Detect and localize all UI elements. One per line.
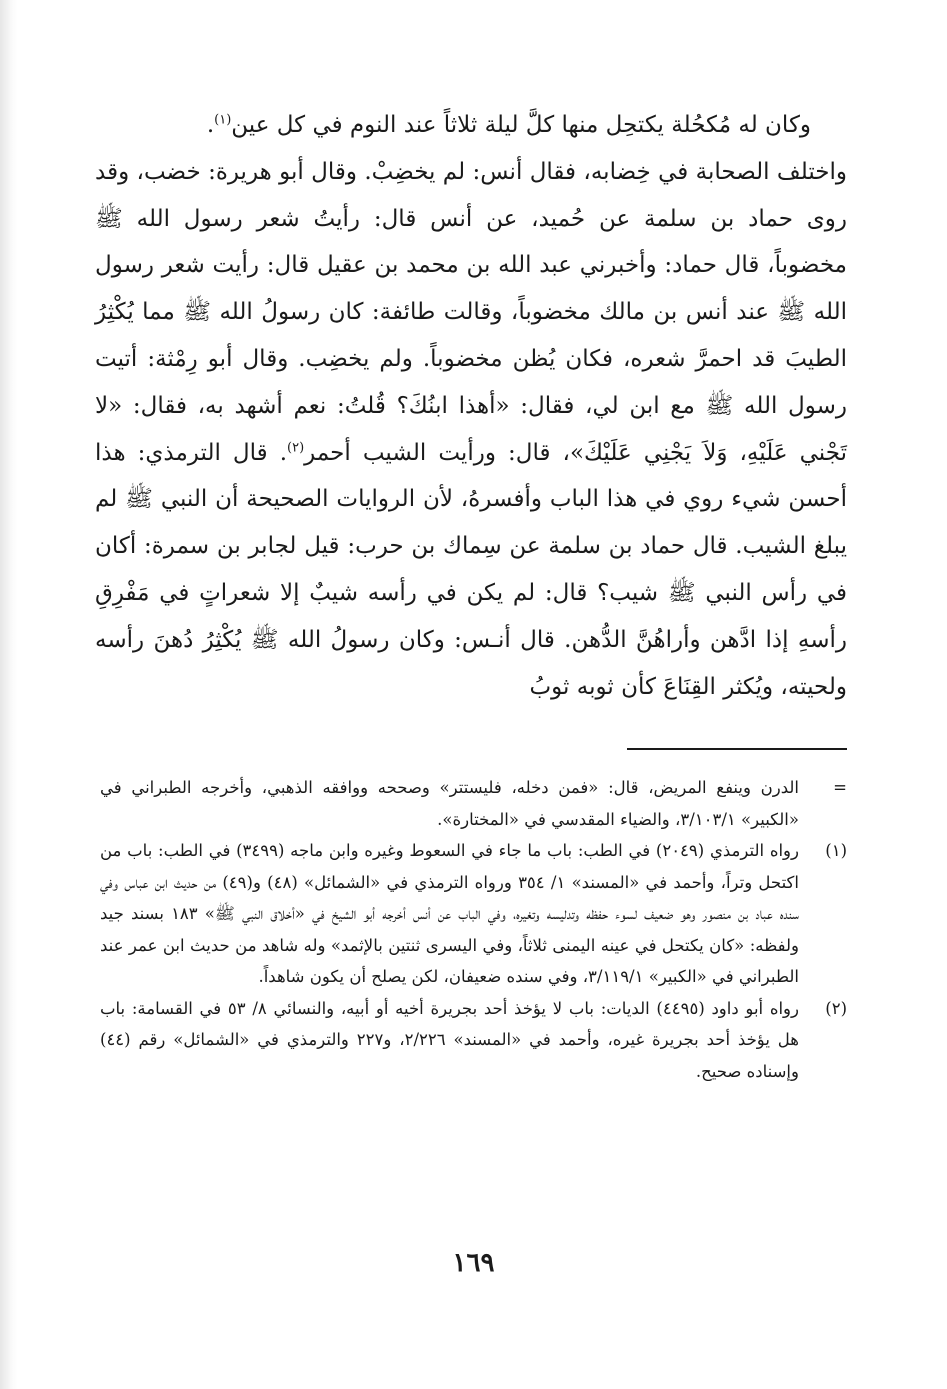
footnote-marker: (١) — [825, 841, 847, 860]
footnotes-block — [100, 772, 847, 1087]
footnote-text: رواه الترمذي (٢٠٤٩) في الطب: باب ما جاء في السعوط وغيره وابن ماجه (٣٤٩٩) في الطب: باب من اكتحل وتراً، وأحمد في «المسند» ١/ ٣٥٤ ورواه الترمذي في «الشمائل» (٤٨) و(٤٩) من حديث ابن عباس وفي سنده عباد بن منصور وهو ضعيف لسوء حفظه وتدليسه وتغيره، وفي الباب عن أنس أخرجه أبو الشيخ في «أخلاق النبي ﷺ» ١٨٣ بسند جيد ولفظه: «كان يكتحل في عينه اليمنى ثلاثاً، وفي اليسرى ثنتين بالإثمد» وله شاهد من حديث ابن عمر عند الطبراني في «الكبير» ٣/١١٩/١، وفي سنده ضعيفان، لكن يصلح أن يكون شاهداً. — [100, 841, 800, 986]
footnote-1 — [100, 835, 847, 993]
paragraph-1-end: . — [206, 112, 215, 138]
main-text-block — [95, 102, 847, 710]
footnote-ref-2: (٢) — [287, 439, 305, 455]
footnote-marker: (٢) — [825, 998, 847, 1018]
paragraph-1 — [95, 102, 847, 149]
paragraph-2 — [95, 149, 847, 711]
footnote-ref-1: (١) — [214, 112, 232, 128]
footnote-marker: = — [833, 778, 847, 797]
footnote-continuation — [100, 772, 847, 835]
footnote-2 — [100, 993, 847, 1088]
page-number: ١٦٩ — [452, 1248, 495, 1278]
footnote-text: الدرن وينفع المريض، قال: «فمن دخله، فليستتر» وصححه ووافقه الذهبي، وأخرجه الطبراني في «الكبير» ٣/١٠٣/١، والضياء المقدسي في «المختارة». — [100, 778, 799, 829]
paragraph-1-text: وكان له مُكحُلة يكتحِل منها كلَّ ليلة ثلاثاً عند النوم في كل عين — [231, 112, 811, 138]
footnote-text: رواه أبو داود (٤٤٩٥) الديات: باب لا يؤخذ أحد بجريرة أخيه أو أبيه، والنسائي ٨/ ٥٣ في القسامة: باب هل يؤخذ أحد بجريرة غيره، وأحمد في «المسند» ٢/٢٢٦، و٢٢٧ والترمذي في «الشمائل» رقم (٤٤) وإسناده صحيح. — [100, 998, 799, 1081]
footnote-separator — [627, 748, 847, 750]
page-edge-shadow — [0, 0, 18, 1389]
paragraph-2-text-a: واختلف الصحابة في خِضابه، فقال أنس: لم يخضِبْ. وقال أبو هريرة: خضب، وقد روى حماد بن سلمة عن حُميد، عن أنس قال: رأيتُ شعر رسول الله ﷺ مخضوباً، قال حماد: وأخبرني عبد الله بن محمد بن عقيل قال: رأيت شعر رسول الله ﷺ عند أنس بن مالك مخضوباً، وقالت طائفة: كان رسولُ الله ﷺ مما يُكْثِرُ الطيبَ قد احمرَّ شعره، فكان يُظن مخضوباً. ولم يخضِب. وقال أبو رِمْثة: أتيت رسول الله ﷺ مع ابن لي، فقال: «أهذا ابنُكَ؟ قُلتُ: نعم أشهد به، فقال: «لا تَجْني عَلَيْهِ، وَلاَ يَجْنِي عَلَيْكَ»، قال: ورأيت الشيب أحمر — [95, 158, 847, 466]
paragraph-2-text-b: . قال الترمذي: هذا أحسن شيء روي في هذا الباب وأفسرهُ، لأن الروايات الصحيحة أن النبي ﷺ لم يبلغ الشيب. قال حماد بن سلمة عن سِماك بن حرب: قيل لجابر بن سمرة: أكان في رأس النبي ﷺ شيب؟ قال: لم يكن في رأسه شيبٌ إلا شعراتٍ في مَفْرِقِ رأسهِ إذا ادَّهن وأراهُنَّ الدُّهن. قال أنـس: وكان رسولُ الله ﷺ يُكْثِرُ دُهنَ رأسه ولحيته، ويُكثر القِنَاعَ كأن ثوبه ثوبُ — [95, 439, 847, 700]
